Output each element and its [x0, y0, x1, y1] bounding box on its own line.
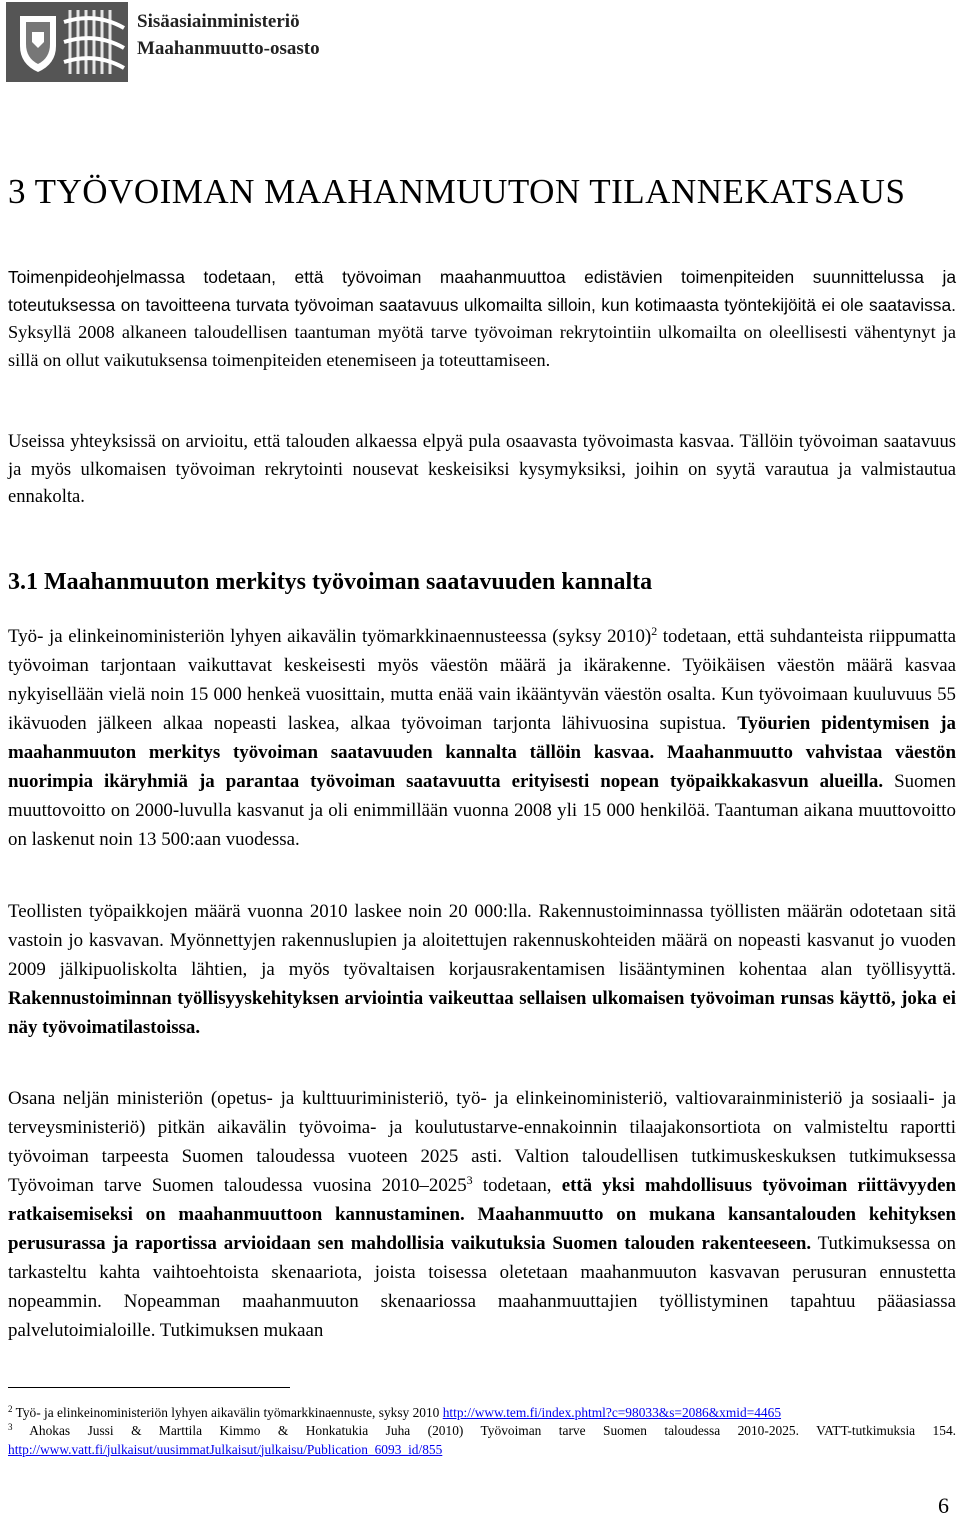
document-header — [137, 8, 320, 62]
ministry-name: Sisäasiainministeriö — [137, 11, 300, 32]
paragraph-4-bold: Rakennustoiminnan työllisyyskehityksen arviointia vaikeuttaa sellaisen ulkomaisen työvoiman runsas käyttö, joka ei näy työvoimatilastoissa. — [8, 988, 956, 1038]
paragraph-5-text: Tutkimuksessa on tarkasteltu kahta vaihtoehtoista skenaariota, joista toisessa oletetaan maahanmuuton kasvavan perusuran ennustetta nopeammin. Nopeamman maahanmuuton skenaariossa maahanmuuttajien työllistyminen tapahtuu pääasiassa palvelutoimialoille. Tutkimuksen mukaan — [8, 1233, 956, 1341]
paragraph-5-bold: että yksi mahdollisuus työvoiman riittävyyden ratkaisemiseksi on maahanmuuttoon kannustaminen. — [8, 1175, 956, 1225]
ministry-logo — [6, 2, 128, 82]
footnote-ref-2[interactable]: 2 — [651, 624, 658, 638]
page-number: 6 — [938, 1493, 949, 1518]
footnote-number: 2 — [8, 1404, 13, 1414]
paragraph-5-bold: Maahanmuutto on mukana kansantalouden kehityksen perusurassa ja raportissa arvioidaan sen mahdollisia vaikutuksia Suomen talouden rakenteeseen. — [8, 1204, 956, 1254]
paragraph-3-bold: Työurien pidentymisen ja maahanmuuton merkitys työvoiman saatavuuden kannalta tällöin kasvaa. — [8, 713, 956, 763]
paragraph-3-text: Suomen muuttovoitto on 2000-luvulla kasvanut ja oli enimmillään vuonna 2008 yli 15 000 henkilöä. Taantuman aikana muuttovoitto on laskenut noin 13 500:aan vuodessa. — [8, 771, 956, 850]
paragraph-5 — [8, 1084, 956, 1345]
paragraph-1-part-a: Toimenpideohjelmassa todetaan, että työvoiman maahanmuuttoa edistävien toimenpiteiden suunnittelussa ja toteutuksessa on tavoitteena turvata työvoiman saatavuus ulkomailta silloin, kun kotimaasta työntekijöitä ei ole saatavissa. — [8, 267, 956, 315]
department-name: Maahanmuutto-osasto — [137, 38, 320, 59]
paragraph-4-text: Teollisten työpaikkojen määrä vuonna 2010 laskee noin 20 000:lla. Rakennustoiminnassa työllisten määrän odotetaan sitä vastoin jo kasvavan. Myönnettyjen rakennuslupien ja aloitettujen rakennuskohteiden määrä on nopeasti kasvanut jo vuoden 2009 jälkipuoliskolta lähtien, ja myös työvaltaisen korjausrakentamisen lisääntyminen kohentaa alan työllisyyttä. — [8, 901, 956, 980]
paragraph-5-text — [465, 1204, 478, 1225]
paragraph-5-text: todetaan, — [472, 1175, 562, 1196]
footnote-text: Työ- ja elinkeinoministeriön lyhyen aikavälin työmarkkinaennuste, syksy 2010 — [12, 1405, 443, 1420]
paragraph-1 — [8, 264, 956, 374]
footnote-number: 3 — [8, 1422, 13, 1432]
paragraph-2: Useissa yhteyksissä on arvioitu, että talouden alkaessa elpyä pula osaavasta työvoimasta kasvaa. Tällöin työvoiman saatavuus ja myös ulkomaisen työvoiman rekrytointi nousevat keskeisiksi kysymyksiksi, joihin on syytä varautua ja valmistautua ennakolta. — [8, 431, 956, 507]
paragraph-4 — [8, 897, 956, 1042]
footnote-2 — [8, 1404, 956, 1423]
paragraph-3-text: todetaan, että suhdanteista riippumatta työvoiman tarjontaan vaikuttavat keskeisesti myös väestön määrä ja ikärakenne. Työikäisen väestön määrä kasvaa nykyisellään vielä noin 15 000 henkeä vuosittain, mutta enää vain ikääntyvän väestön osalta. Kun työvoimaan kuuluvuus 55 ikävuoden jälkeen alkaa nopeasti laskea, alkaa työvoiman tarjonta lähivuosina supistua. — [8, 626, 956, 734]
paragraph-3 — [8, 622, 956, 854]
chapter-title: 3 TYÖVOIMAN MAAHANMUUTON TILANNEKATSAUS — [8, 172, 906, 211]
footnote-ref-3[interactable]: 3 — [466, 1173, 473, 1187]
paragraph-3-text: Työ- ja elinkeinoministeriön lyhyen aikavälin työmarkkinaennusteessa (syksy 2010) — [8, 626, 652, 647]
footnote-3-link[interactable]: http://www.vatt.fi/julkaisut/uusimmatJulkaisut/julkaisu/Publication_6093_id/855 — [8, 1441, 443, 1457]
paragraph-1-part-b: Syksyllä 2008 alkaneen taloudellisen taantuman myötä tarve työvoiman rekrytointiin ulkomailta on oleellisesti vähentynyt ja sillä on ollut vaikutuksensa toimenpiteiden etenemiseen ja toteuttamiseen. — [8, 322, 956, 370]
footnote-3 — [8, 1422, 956, 1459]
paragraph-3-text — [654, 742, 667, 763]
section-title: 3.1 Maahanmuuton merkitys työvoiman saatavuuden kannalta — [8, 569, 653, 595]
paragraph-3-bold: Maahanmuutto vahvistaa väestön nuorimpia ikäryhmiä ja parantaa työvoiman saatavuutta erityisesti nopean työpaikkakasvun alueilla. — [8, 742, 956, 792]
paragraph-5-text: Osana neljän ministeriön (opetus- ja kulttuuriministeriö, työ- ja elinkeinoministeriö, valtiovarainministeriö ja sosiaali- ja terveysministeriö) pitkän aikavälin työvoima- ja koulutustarve-ennakoinnin tilaajakonsortiota on valmisteltu raportti työvoiman tarpeesta Suomen taloudessa vuoteen 2025 asti. Valtion taloudellisen tutkimuskeskuksen tutkimuksessa Työvoiman tarve Suomen taloudessa vuosina 2010–2025 — [8, 1088, 956, 1196]
footnote-divider — [8, 1387, 290, 1388]
footnote-text: Ahokas Jussi & Marttila Kimmo & Honkatukia Juha (2010) Työvoiman tarve Suomen taloudessa 2010-2025. VATT-tutkimuksia 154. — [12, 1423, 956, 1438]
footnote-2-link[interactable]: http://www.tem.fi/index.phtml?c=98033&s=2086&xmid=4465 — [442, 1405, 782, 1420]
